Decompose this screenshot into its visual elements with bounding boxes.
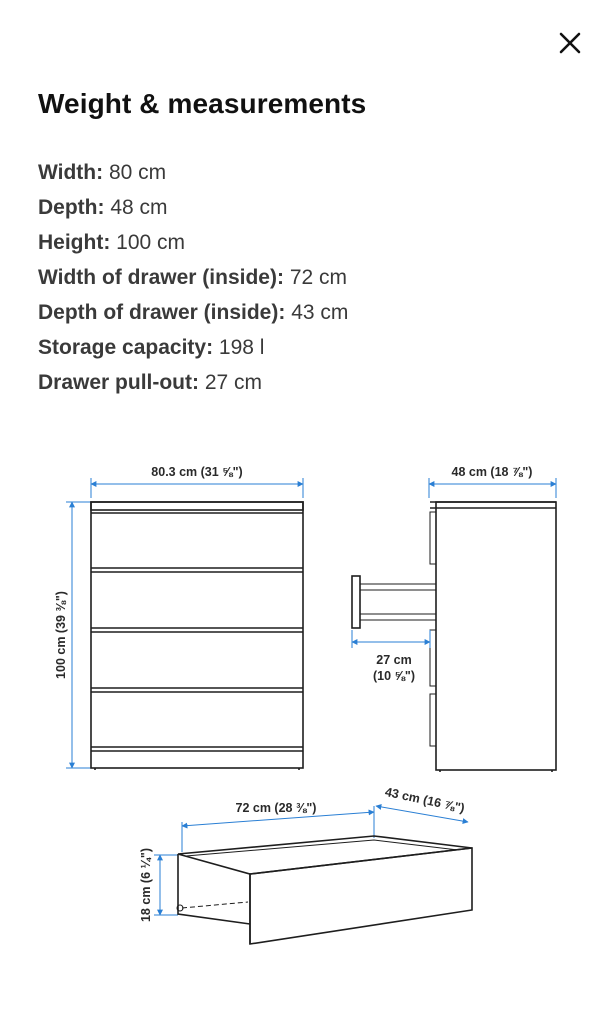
pullout-label-cm: 27 cm [376,653,412,667]
spec-drawer-width [38,260,348,295]
spec-label: Width: [38,161,104,184]
spec-value: 48 cm [104,196,168,219]
dresser-body [91,502,303,768]
drawer-height-label: 18 cm (6 ¼") [139,847,153,923]
front-width-label: 80.3 cm (31 ⅝") [151,465,243,479]
side-view [352,465,556,772]
dresser-top [91,502,303,510]
spec-value: 43 cm [285,301,349,324]
measurement-diagram [0,450,615,950]
spec-label: Depth of drawer (inside): [38,301,286,324]
spec-depth [38,190,348,225]
modal-title: Weight & measurements [38,88,367,119]
spec-label: Storage capacity: [38,336,214,359]
drawer-view [139,785,472,944]
spec-value: 80 cm [103,161,167,184]
spec-value: 198 l [213,336,265,359]
drawer-depth-label: 43 cm (16 ⅞") [383,784,466,816]
spec-value: 72 cm [283,266,348,289]
spec-drawer-depth [38,295,348,330]
drawer-front-panel [250,848,472,944]
spec-drawer-pullout [38,365,348,400]
spec-label: Width of drawer (inside): [38,266,284,289]
close-icon [559,32,581,54]
spec-value: 100 cm [110,231,186,254]
spec-value: 27 cm [199,371,263,394]
spec-storage-capacity [38,330,348,365]
side-depth-label: 48 cm (18 ⅞") [451,465,533,479]
pulled-drawer-front [352,576,360,628]
dresser-side [436,502,556,770]
spec-list [38,155,348,400]
close-button[interactable] [550,26,590,60]
spec-label: Height: [38,231,111,254]
pulled-drawer-box [360,584,436,620]
front-height-label: 100 cm (39 ⅜") [54,591,68,679]
drawer-top-outline [178,836,472,874]
pullout-label-in: (10 ⅝") [372,669,416,683]
spec-height [38,225,348,260]
drawer-width-label: 72 cm (28 ⅜") [235,801,317,815]
spec-label: Depth: [38,196,105,219]
spec-width [38,155,348,190]
spec-label: Drawer pull-out: [38,371,199,394]
front-view [54,465,303,770]
